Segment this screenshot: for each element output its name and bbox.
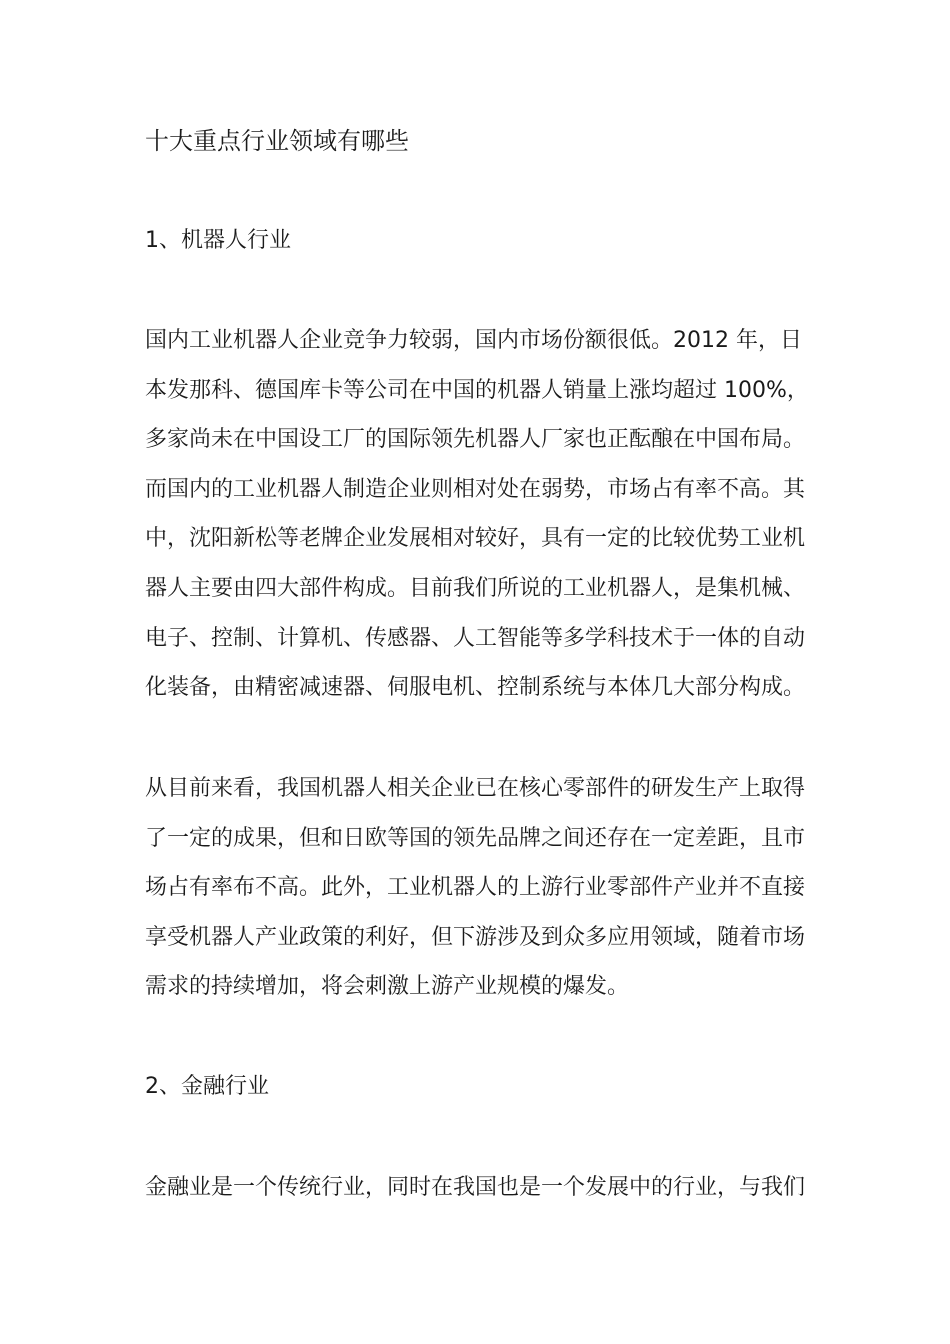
paragraph-robotics-1 <box>145 316 809 713</box>
text-line: 化装备，由精密减速器、伺服电机、控制系统与本体几大部分构成。 <box>145 675 806 701</box>
text-line: 从目前来看，我国机器人相关企业已在核心零部件的研发生产上取得 <box>145 776 806 801</box>
text-line: 而国内的工业机器人制造企业则相对处在弱势，市场占有率不高。其 <box>145 476 806 502</box>
text-line: 多家尚未在中国设工厂的国际领先机器人厂家也正酝酿在中国布局。 <box>145 427 806 453</box>
text-line: 需求的持续增加，将会刺激上游产业规模的爆发。 <box>145 974 630 1000</box>
text-line: 器人主要由四大部件构成。目前我们所说的工业机器人，是集机械、 <box>145 575 806 601</box>
section-heading-robotics: 1、机器人行业 <box>145 228 291 253</box>
text-line: 国内工业机器人企业竞争力较弱，国内市场份额很低。2012 年，日 <box>145 328 802 353</box>
paragraph-finance-1 <box>145 1163 805 1213</box>
text-line: 享受机器人产业政策的利好，但下游涉及到众多应用领域，随着市场 <box>145 924 806 950</box>
paragraph-robotics-2 <box>145 764 805 1012</box>
text-line: 场占有率布不高。此外，工业机器人的上游行业零部件产业并不直接 <box>145 875 806 901</box>
text-line: 了一定的成果，但和日欧等国的领先品牌之间还存在一定差距，且市 <box>145 825 806 851</box>
document-title: 十大重点行业领域有哪些 <box>145 127 409 155</box>
section-heading-finance: 2、金融行业 <box>145 1074 269 1099</box>
text-line: 电子、控制、计算机、传感器、人工智能等多学科技术于一体的自动 <box>145 625 806 651</box>
text-line: 中，沈阳新松等老牌企业发展相对较好，具有一定的比较优势工业机 <box>145 526 806 552</box>
text-line: 金融业是一个传统行业，同时在我国也是一个发展中的行业，与我们 <box>145 1175 806 1200</box>
text-line: 本发那科、德国库卡等公司在中国的机器人销量上涨均超过 100%， <box>145 377 809 403</box>
